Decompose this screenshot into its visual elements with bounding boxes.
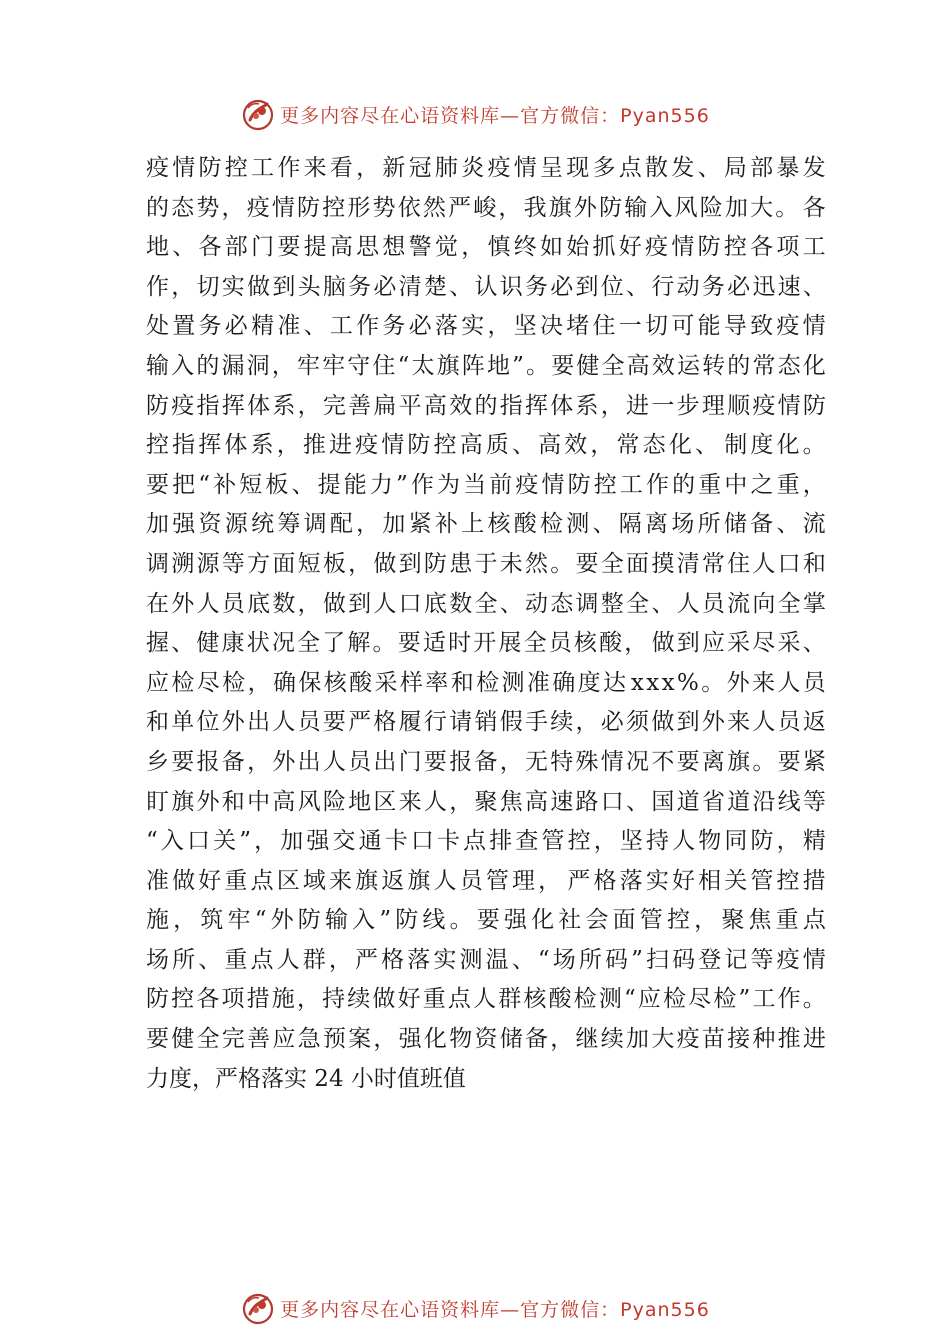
body-text-line: 的 态 势 ， 疫 情 防 控 形 势 依 然 严 峻 ， 我 旗 外 防 输 入 风 险 加 大 。 各 xyxy=(146,194,826,221)
body-text-line: 加 强 资 源 统 筹 调 配 ， 加 紧 补 上 核 酸 检 测 、 隔 离 场 所 储 备 、 流 xyxy=(146,511,826,538)
body-text-line: 和 单 位 外 出 人 员 要 严 格 履 行 请 销 假 手 续 ， 必 须 做 到 外 来 人 员 返 xyxy=(146,709,826,736)
body-text-line: 握 、 健 康 状 况 全 了 解 。 要 适 时 开 展 全 员 核 酸 ， 做 到 应 采 尽 采 、 xyxy=(146,630,826,657)
body-text-line: 作 ， 切 实 做 到 头 脑 务 必 清 楚 、 认 识 务 必 到 位 、 行 动 务 必 迅 速 、 xyxy=(146,273,826,300)
body-text-line: 防 疫 指 挥 体 系 ， 完 善 扁 平 高 效 的 指 挥 体 系 ， 进 一 步 理 顺 疫 情 防 xyxy=(146,392,826,419)
body-text-line: 准 做 好 重 点 区 域 来 旗 返 旗 人 员 管 理 ， 严 格 落 实 好 相 关 管 控 措 xyxy=(146,867,826,894)
footer-watermark xyxy=(0,1288,950,1328)
body-text-line: 要 把 “ 补 短 板 、 提 能 力 ” 作 为 当 前 疫 情 防 控 工 作 的 重 中 之 重 ， xyxy=(146,471,826,498)
body-text-line: 控 指 挥 体 系 ， 推 进 疫 情 防 控 高 质 、 高 效 ， 常 态 化 、 制 度 化 。 xyxy=(146,432,826,459)
header-watermark xyxy=(0,94,950,134)
watermark-text: 更多内容尽在心语资料库—官方微信：Pyan556 xyxy=(280,1298,710,1321)
document-body xyxy=(146,149,826,1099)
body-text-line: 处 置 务 必 精 准 、 工 作 务 必 落 实 ， 坚 决 堵 住 一 切 可 能 导 致 疫 情 xyxy=(146,313,826,340)
watermark-text: 更多内容尽在心语资料库—官方微信：Pyan556 xyxy=(280,104,710,127)
flower-seal-logo-icon xyxy=(240,96,276,132)
body-text-line: “ 入 口 关 ” ， 加 强 交 通 卡 口 卡 点 排 查 管 控 ， 坚 持 人 物 同 防 ， 精 xyxy=(146,828,826,855)
body-text-line: 盯 旗 外 和 中 高 风 险 地 区 来 人 ， 聚 焦 高 速 路 口 、 国 道 省 道 沿 线 等 xyxy=(146,788,826,815)
body-text-line: 地 、 各 部 门 要 提 高 思 想 警 觉 ， 慎 终 如 始 抓 好 疫 情 防 控 各 项 工 xyxy=(146,234,826,261)
body-text-line: 应 检 尽 检 ， 确 保 核 酸 采 样 率 和 检 测 准 确 度 达 x x x % 。 外 来 人 员 xyxy=(146,669,826,696)
body-text-line: 场 所 、 重 点 人 群 ， 严 格 落 实 测 温 、 “ 场 所 码 ” 扫 码 登 记 等 疫 情 xyxy=(146,946,826,973)
body-text-line: 调 溯 源 等 方 面 短 板 ， 做 到 防 患 于 未 然 。 要 全 面 摸 清 常 住 人 口 和 xyxy=(146,550,826,577)
body-text-line: 施 ， 筑 牢 “ 外 防 输 入 ” 防 线 。 要 强 化 社 会 面 管 控 ， 聚 焦 重 点 xyxy=(146,907,826,934)
body-text-line: 乡 要 报 备 ， 外 出 人 员 出 门 要 报 备 ， 无 特 殊 情 况 不 要 离 旗 。 要 紧 xyxy=(146,748,826,775)
body-text-line: 在 外 人 员 底 数 ， 做 到 人 口 底 数 全 、 动 态 调 整 全 、 人 员 流 向 全 掌 xyxy=(146,590,826,617)
body-text-line: 输 入 的 漏 洞 ， 牢 牢 守 住 “ 太 旗 阵 地 ” 。 要 健 全 高 效 运 转 的 常 态 化 xyxy=(146,352,826,379)
body-text-line: 要 健 全 完 善 应 急 预 案 ， 强 化 物 资 储 备 ， 继 续 加 大 疫 苗 接 种 推 进 xyxy=(146,1026,826,1053)
body-text-line: 疫 情 防 控 工 作 来 看 ， 新 冠 肺 炎 疫 情 呈 现 多 点 散 发 、 局 部 暴 发 xyxy=(146,155,826,181)
body-text-line: 防 控 各 项 措 施 ， 持 续 做 好 重 点 人 群 核 酸 检 测 “ 应 检 尽 检 ” 工 作 。 xyxy=(146,986,826,1013)
body-text-line: 力度，严格落实 24 小时值班值 xyxy=(146,1065,466,1092)
flower-seal-logo-icon xyxy=(240,1290,276,1326)
